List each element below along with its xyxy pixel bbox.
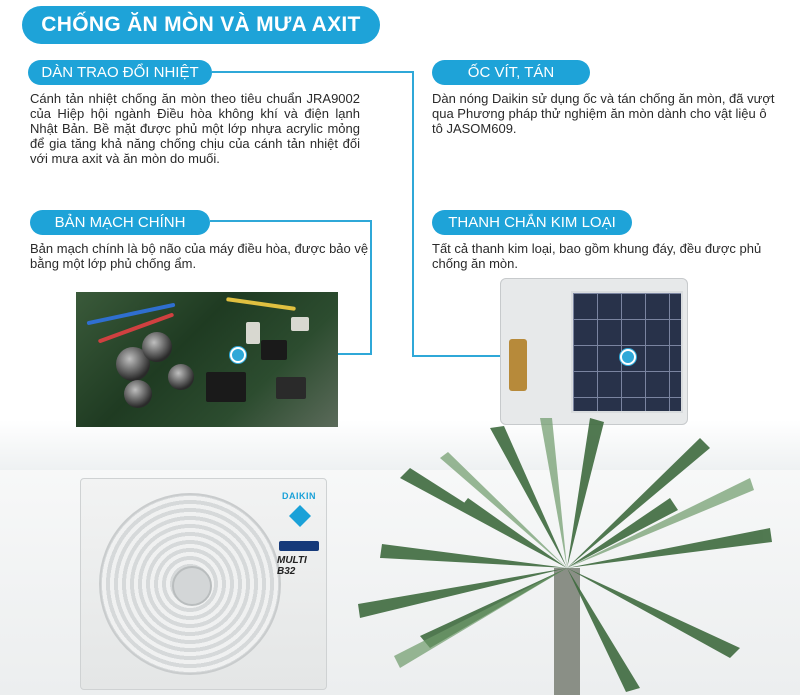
text-heat-exchanger: Cánh tản nhiệt chống ăn mòn theo tiêu chuẩn JRA9002 của Hiệp hội ngành Điều hòa không khí và điện lạnh Nhật Bản. Bề mặt được phủ một lớp nhựa acrylic mỏng để gia tăng khả năng chống chịu của cánh tản nhiệt đối với mưa axit và ăn mòn do muối.: [30, 91, 360, 166]
valve-ports: [509, 339, 527, 391]
connector-line: [212, 71, 414, 73]
daikin-logo-icon: [289, 505, 311, 527]
outdoor-unit-photo: [80, 478, 327, 690]
heading-main-board: BẢN MẠCH CHÍNH: [30, 210, 210, 235]
connector-dot-icon: [620, 349, 636, 365]
text-main-board: Bản mạch chính là bộ não của máy điều hòa, được bảo vệ bằng một lớp phủ chống ẩm.: [30, 241, 369, 271]
fan-icon: [99, 493, 281, 675]
connector-line: [210, 220, 372, 222]
heading-heat-exchanger: DÀN TRAO ĐỔI NHIỆT: [28, 60, 212, 85]
circuit-board-photo: [76, 292, 338, 427]
connector-line: [412, 71, 414, 357]
heading-screws-nuts: ỐC VÍT, TÁN: [432, 60, 590, 85]
page-title: CHỐNG ĂN MÒN VÀ MƯA AXIT: [22, 6, 380, 44]
outdoor-unit-side-photo: [500, 278, 688, 425]
palm-plant-icon: [340, 418, 800, 695]
inverter-badge: [279, 541, 319, 551]
text-metal-bars: Tất cả thanh kim loại, bao gồm khung đáy, đều được phủ chống ăn mòn.: [432, 241, 762, 271]
brand-label: DAIKIN: [282, 491, 316, 501]
heading-metal-bars: THANH CHẮN KIM LOẠI: [432, 210, 632, 235]
connector-line: [370, 220, 372, 355]
text-screws-nuts: Dàn nóng Daikin sử dụng ốc và tán chống ăn mòn, đã vượt qua Phương pháp thử nghiệm ăn mòn dành cho vật liệu ô tô JASOM609.: [432, 91, 775, 136]
connector-dot-icon: [230, 347, 246, 363]
model-label: MULTI B32: [277, 555, 307, 577]
